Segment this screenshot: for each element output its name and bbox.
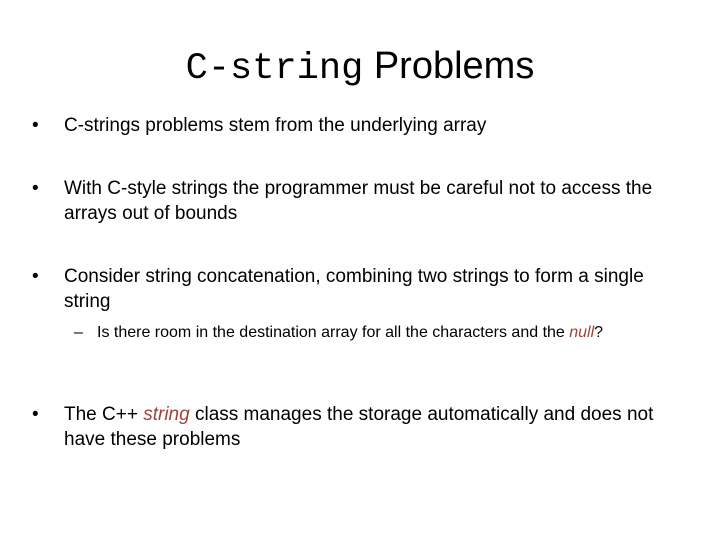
string-keyword: string — [143, 404, 190, 425]
sub-bullet-text — [97, 322, 674, 343]
bullet-text: Consider string concatenation, combining two strings to form a single string — [64, 266, 644, 312]
sub-bullet-marker: – — [74, 324, 83, 341]
bullet-item-1 — [32, 113, 682, 138]
bullet-marker: • — [32, 115, 39, 136]
bullet-item-2 — [32, 176, 682, 226]
bullet-marker: • — [32, 178, 39, 199]
sub-bullet-item — [74, 322, 674, 343]
sub-bullet-text-after: ? — [594, 324, 604, 341]
bullet-marker: • — [32, 266, 39, 287]
sub-bullet-text-before: Is there room in the destination array for all the characters and the — [97, 324, 570, 341]
bullet-text: C-strings problems stem from the underlying array — [64, 115, 487, 136]
slide-title — [0, 40, 720, 95]
bullet-text-before: The C++ — [64, 404, 144, 425]
title-rest-text: Problems — [363, 45, 535, 87]
title-code-text: C-string — [185, 48, 364, 90]
null-keyword: null — [569, 324, 595, 341]
bullet-marker: • — [32, 404, 39, 425]
bullet-item-3 — [32, 264, 682, 314]
bullet-text: With C-style strings the programmer must be careful not to access the arrays out of bounds — [64, 178, 653, 224]
bullet-item-4 — [32, 402, 682, 452]
bullet-text — [64, 402, 682, 452]
bullet-text-after: class manages the storage automatically and does not have these problems — [64, 404, 654, 450]
